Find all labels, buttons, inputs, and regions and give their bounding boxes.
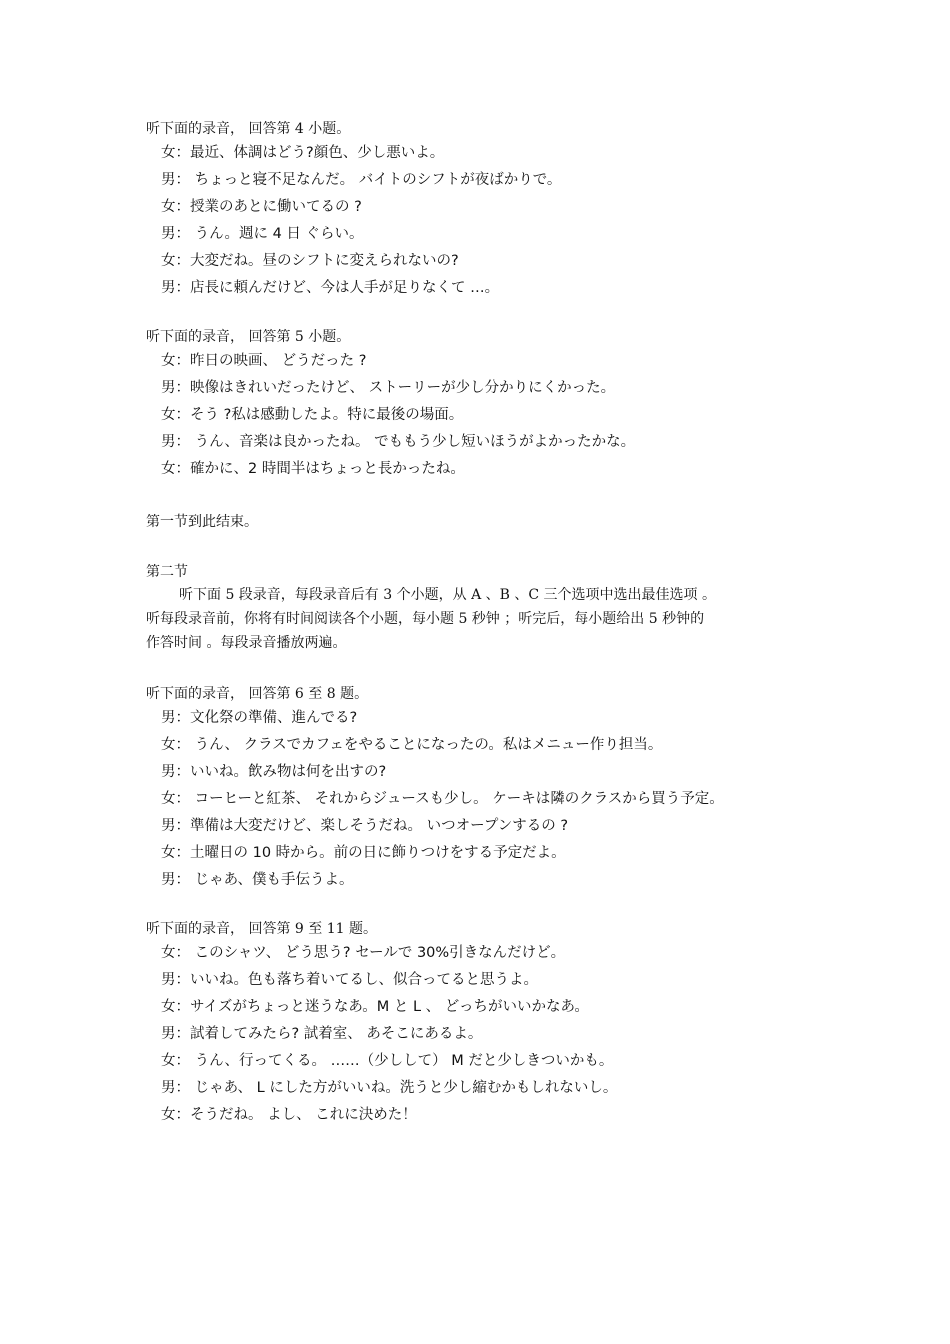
utterance: うん、行ってくる。 ……（少しして） M だと少しきついかも。 [190, 1053, 614, 1069]
utterance: 試着してみたら? 試着室、 あそこにあるよ。 [190, 1026, 483, 1042]
dialogue-line [146, 786, 816, 813]
instruction-line: 听每段录音前，你将有时间阅读各个小题，每小题 5 秒钟 ；听完后，每小题给出 5 秒钟的 [146, 611, 705, 627]
utterance: 土曜日の 10 時から。前の日に飾りつけをする予定だよ。 [190, 845, 566, 861]
speaker-label: 男： [161, 818, 190, 834]
dialogue [146, 940, 816, 1129]
speaker-label: 男： [161, 872, 190, 888]
dialogue-line [146, 375, 816, 402]
utterance: うん、音楽は良かったね。 でももう少し短いほうがよかったかな。 [190, 434, 636, 450]
utterance: サイズがちょっと迷うなあ。M と L 、 どっちがいいかなあ。 [190, 999, 589, 1015]
utterance: 準備は大変だけど、楽しそうだね。 いつオープンするの ? [190, 818, 569, 834]
section-questions-9-11 [146, 918, 816, 1129]
speaker-label: 男： [161, 764, 190, 780]
speaker-label: 男： [161, 1026, 190, 1042]
dialogue-line [146, 732, 816, 759]
utterance: 授業のあとに働いてるの ? [190, 199, 362, 215]
dialogue-line [146, 1102, 816, 1129]
dialogue-line [146, 429, 816, 456]
dialogue-line [146, 194, 816, 221]
utterance: このシャツ、 どう思う? セールで 30%引きなんだけど。 [190, 945, 566, 961]
instruction-line: 作答时间 。每段录音播放两遍。 [146, 635, 347, 651]
utterance: じゃあ、 L にした方がいいね。洗うと少し縮むかもしれないし。 [190, 1080, 618, 1096]
section-heading: 听下面的录音， 回答第 4 小题。 [146, 121, 351, 137]
utterance: 映像はきれいだったけど、 ストーリーが少し分かりにくかった。 [190, 380, 616, 396]
instructions [146, 583, 816, 655]
dialogue-line [146, 1021, 816, 1048]
speaker-label: 女： [161, 999, 190, 1015]
section-question-5 [146, 326, 816, 483]
dialogue-line [146, 813, 816, 840]
dialogue-line [146, 248, 816, 275]
dialogue-line [146, 221, 816, 248]
dialogue-line [146, 867, 816, 894]
utterance: うん。週に 4 日 ぐらい。 [190, 226, 364, 242]
utterance: 確かに、2 時間半はちょっと長かったね。 [190, 461, 465, 477]
dialogue-line [146, 275, 816, 302]
utterance: 最近、体調はどう?顔色、少し悪いよ。 [190, 145, 445, 161]
dialogue [146, 140, 816, 302]
utterance: そう ?私は感動したよ。特に最後の場面。 [190, 407, 464, 423]
part-title: 第二节 [146, 564, 188, 580]
speaker-label: 女： [161, 145, 190, 161]
speaker-label: 男： [161, 172, 190, 188]
dialogue-line [146, 1075, 816, 1102]
speaker-label: 女： [161, 253, 190, 269]
part-2 [146, 561, 816, 655]
speaker-label: 女： [161, 461, 190, 477]
utterance: ちょっと寝不足なんだ。 バイトのシフトが夜ばかりで。 [190, 172, 562, 188]
dialogue-line [146, 705, 816, 732]
end-note: 第一节到此结束。 [146, 514, 258, 530]
section-questions-6-8 [146, 683, 816, 894]
utterance: 店長に頼んだけど、今は人手が足りなくて …。 [190, 280, 500, 296]
dialogue [146, 348, 816, 483]
speaker-label: 男： [161, 226, 190, 242]
speaker-label: 女： [161, 1107, 190, 1123]
utterance: いいね。色も落ち着いてるし、似合ってると思うよ。 [190, 972, 538, 988]
utterance: 大変だね。昼のシフトに変えられないの? [190, 253, 459, 269]
section-heading: 听下面的录音， 回答第 5 小题。 [146, 329, 351, 345]
utterance: 文化祭の準備、進んでる? [190, 710, 358, 726]
dialogue-line [146, 759, 816, 786]
speaker-label: 女： [161, 845, 190, 861]
dialogue-line [146, 456, 816, 483]
dialogue-line [146, 348, 816, 375]
instruction-line: 听下面 5 段录音，每段录音后有 3 个小题，从 A 、B 、C 三个选项中选出最佳选项 。 [179, 587, 716, 603]
document-page [146, 118, 816, 1129]
utterance: 昨日の映画、 どうだった ? [190, 353, 367, 369]
utterance: うん、 クラスでカフェをやることになったの。私はメニュー作り担当。 [190, 737, 663, 753]
dialogue-line [146, 167, 816, 194]
speaker-label: 男： [161, 280, 190, 296]
speaker-label: 女： [161, 353, 190, 369]
dialogue-line [146, 994, 816, 1021]
utterance: コーヒーと紅茶、 それからジュースも少し。 ケーキは隣のクラスから買う予定。 [190, 791, 724, 807]
utterance: いいね。飲み物は何を出すの? [190, 764, 387, 780]
section-heading: 听下面的录音， 回答第 9 至 11 题。 [146, 921, 377, 937]
speaker-label: 女： [161, 945, 190, 961]
speaker-label: 男： [161, 380, 190, 396]
speaker-label: 女： [161, 737, 190, 753]
utterance: そうだね。 よし、 これに決めた！ [190, 1107, 417, 1123]
dialogue-line [146, 940, 816, 967]
speaker-label: 男： [161, 710, 190, 726]
speaker-label: 男： [161, 434, 190, 450]
speaker-label: 女： [161, 199, 190, 215]
section-question-4 [146, 118, 816, 302]
dialogue-line [146, 140, 816, 167]
dialogue-line [146, 840, 816, 867]
utterance: じゃあ、僕も手伝うよ。 [190, 872, 354, 888]
dialogue-line [146, 402, 816, 429]
speaker-label: 女： [161, 791, 190, 807]
speaker-label: 男： [161, 1080, 190, 1096]
dialogue [146, 705, 816, 894]
speaker-label: 女： [161, 1053, 190, 1069]
speaker-label: 女： [161, 407, 190, 423]
dialogue-line [146, 1048, 816, 1075]
speaker-label: 男： [161, 972, 190, 988]
dialogue-line [146, 967, 816, 994]
section-heading: 听下面的录音， 回答第 6 至 8 题。 [146, 686, 369, 702]
